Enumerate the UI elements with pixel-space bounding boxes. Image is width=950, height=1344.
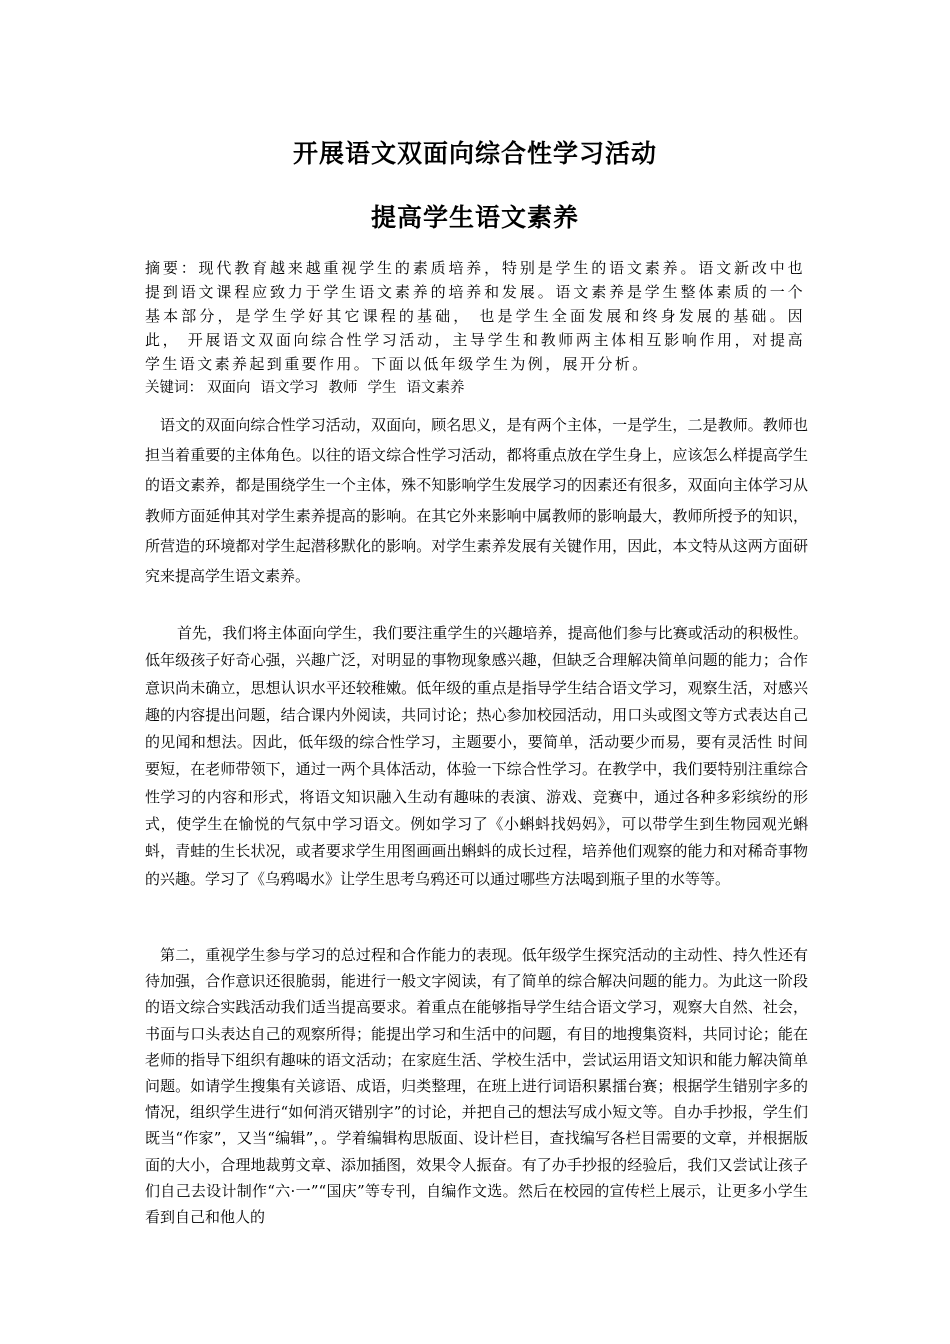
body-paragraph: 语文的双面向综合性学习活动，双面向，顾名思义，是有两个主体，一是学生，二是教师。教师也担当着重要的主体角色。以往的语文综合性学习活动，都将重点放在学生身上，应该怎么样提高学生的语文素养，都是围绕学生一个主体，殊不知影响学生发展学习的因素还有很多，双面向主体学习从教师方面延伸其对学生素养提高的影响。在其它外来影响中属教师的影响最大，教师所授予的知识，所营造的环境都对学生起潜移默化的影响。对学生素养发展有关键作用，因此，本文特从这两方面研究来提高学生语文素养。 <box>145 416 808 586</box>
keyword: 教师 <box>328 380 358 396</box>
body-paragraph: 第二，重视学生参与学习的总过程和合作能力的表现。低年级学生探究活动的主动性、持久性还有待加强，合作意识还很脆弱，能进行一般文字阅读，有了简单的综合解决问题的能力。为此这一阶段的语文综合实践活动我们适当提高要求。着重点在能够指导学生结合语文学习，观察大自然、社会，书面与口头表达自己的观察所得；能提出学习和生活中的问题，有目的地搜集资料，共同讨论；能在老师的指导下组织有趣味的语文活动；在家庭生活、学校生活中，尝试运用语文知识和能力解决简单问题。如请学生搜集有关谚语、成语，归类整理，在班上进行词语积累擂台赛；根据学生错别字多的情况，组织学生进行“如何消灭错别字”的讨论，并把自己的想法写成小短文等。自办手抄报，学生们既当“作家”，又当“编辑”，。学着编辑构思版面、设计栏目，查找编写各栏目需要的文章，并根据版面的大小，合理地裁剪文章、添加插图，效果令人振奋。有了办手抄报的经验后，我们又尝试让孩子们自己去设计制作“六·一”“国庆”等专刊，自编作文选。然后在校园的宣传栏上展示，让更多小学生看到自己和他人的 <box>145 946 808 1227</box>
keywords-label: 关键词： <box>145 380 203 396</box>
abstract: 摘要：现代教育越来越重视学生的素质培养，特别是学生的语文素养。语文新改中也提到语文课程应致力于学生语文素养的培养和发展。语文素养是学生整体素质的一个基本部分，是学生学好其它课程的基础， 也是学生全面发展和终身发展的基础。因此， 开展语文双面向综合性学习活动，主导学生和教师两主体相互影响作用，对提高学生语文素养起到重要作用。下面以低年级学生为例，展开分析。 <box>145 259 805 373</box>
body-paragraph: 首先，我们将主体面向学生，我们要注重学生的兴趣培养，提高他们参与比赛或活动的积极性。低年级孩子好奇心强，兴趣广泛，对明显的事物现象感兴趣，但缺乏合理解决简单问题的能力；合作意识尚未确立，思想认识水平还较稚嫩。低年级的重点是指导学生结合语文学习，观察生活，对感兴趣的内容提出问题，结合课内外阅读，共同讨论；热心参加校园活动，用口头或图文等方式表达自己的见闻和想法。因此，低年级的综合性学习，主题要小，要简单，活动要少而易，要有灵活性 时间要短，在老师带领下，通过一两个具体活动，体验一下综合性学习。在教学中，我们要特别注重综合性学习的内容和形式，将语文知识融入生动有趣味的表演、游戏、竞赛中，通过各种多彩缤纷的形式，使学生在愉悦的气氛中学习语文。例如学习了《小蝌蚪找妈妈》，可以带学生到生物园观光蝌蚪，青蛙的生长状况，或者要求学生用图画画出蝌蚪的成长过程，培养他们观察的能力和对稀奇事物的兴趣。学习了《乌鸦喝水》让学生思考乌鸦还可以通过哪些方法喝到瓶子里的水等等。 <box>145 624 808 888</box>
title-line-1: 开展语文双面向综合性学习活动 <box>292 139 657 168</box>
keyword: 语文学习 <box>260 380 319 396</box>
keyword: 双面向 <box>207 380 251 396</box>
keywords-line <box>145 376 805 400</box>
keyword: 学生 <box>367 380 397 396</box>
title-line-2: 提高学生语文素养 <box>370 203 579 232</box>
keyword: 语文素养 <box>406 380 465 396</box>
